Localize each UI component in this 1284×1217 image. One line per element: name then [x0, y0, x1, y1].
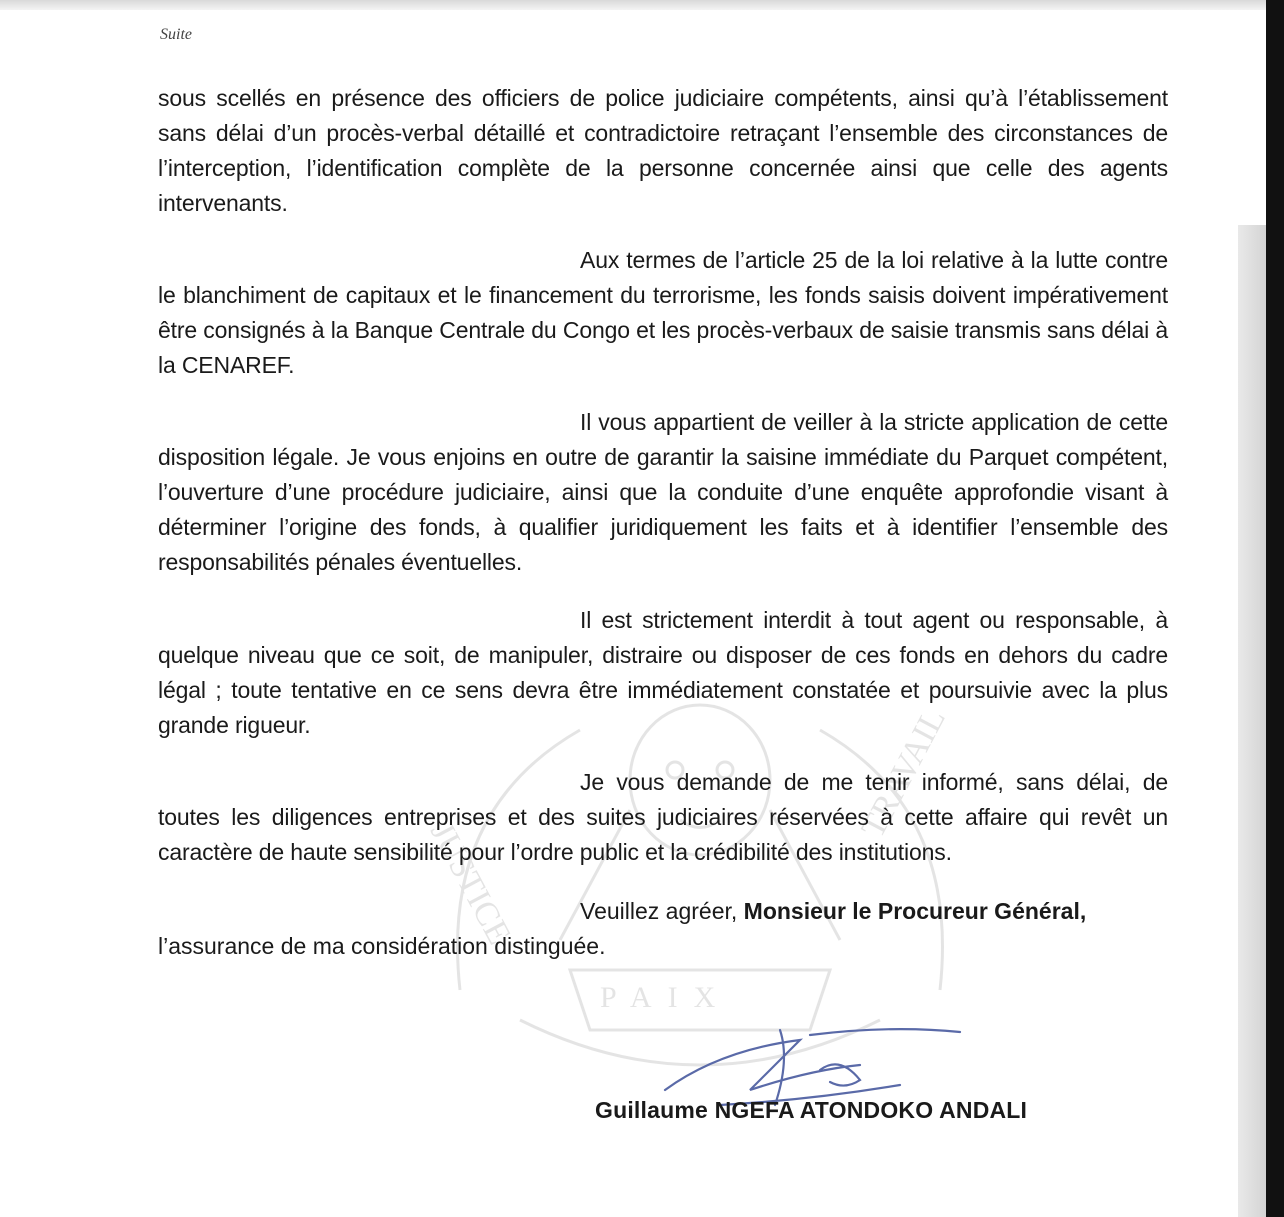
seal-motto-bottom: PAIX: [600, 981, 732, 1014]
seal-motto-left: JUSTICE: [422, 816, 518, 951]
paragraph-2: [158, 243, 1168, 383]
continuation-mark: Suite: [160, 26, 192, 43]
paragraph-5: [158, 765, 1168, 870]
paragraph-text: Il vous appartient de veiller à la stricte application de cette disposition légale. Je vous enjoins en outre de garantir la saisine immédiate du Parquet compétent, l’ouverture d’une procédure judiciaire, ainsi que la conduite d’une enquête approfondie visant à déterminer l’origine des fonds, à qualifier juridiquement les faits et à identifier l’ensemble des responsabilités pénales éventuelles.: [158, 409, 1168, 575]
paragraph-1: [158, 81, 1168, 221]
screen-right-edge: [1266, 0, 1284, 1217]
paragraph-3: [158, 405, 1168, 580]
closing-line: [580, 894, 1086, 929]
seal-motto-right: TRAVAIL: [854, 702, 953, 844]
closing-addressee: Monsieur le Procureur Général,: [743, 898, 1087, 924]
paragraph-text: Aux termes de l’article 25 de la loi relative à la lutte contre le blanchiment de capitaux et le financement du terrorisme, les fonds saisis doivent impérativement être consignés à la Banque Centrale du Congo et les procès-verbaux de saisie transmis sans délai à la CENAREF.: [158, 247, 1168, 378]
signatory-name: Guillaume NGEFA ATONDOKO ANDALI: [595, 1097, 1028, 1123]
scrollbar-track[interactable]: [1238, 225, 1266, 1217]
paragraph-4: [158, 603, 1168, 743]
paragraph-text: Il est strictement interdit à tout agent ou responsable, à quelque niveau que ce soit, de manipuler, distraire ou disposer de ces fonds en dehors du cadre légal ; toute tentative en ce sens devra être immédiatement constatée et poursuivie avec la plus grande rigueur.: [158, 607, 1168, 738]
closing-lead: Veuillez agréer,: [580, 898, 744, 924]
top-window-strip: [0, 0, 1284, 10]
closing-rest: l’assurance de ma considération distinguée.: [158, 933, 606, 959]
paragraph-text: sous scellés en présence des officiers de police judiciaire compétents, ainsi qu’à l’établissement sans délai d’un procès-verbal détaillé et contradictoire retraçant l’ensemble des circonstances de l’interception, l’identification complète de la personne concernée ainsi que celle des agents intervenants.: [158, 85, 1168, 216]
paragraph-text: Je vous demande de me tenir informé, sans délai, de toutes les diligences entreprises et des suites judiciaires réservées à cette affaire qui revêt un caractère de haute sensibilité pour l’ordre public et la crédibilité des institutions.: [158, 769, 1168, 865]
